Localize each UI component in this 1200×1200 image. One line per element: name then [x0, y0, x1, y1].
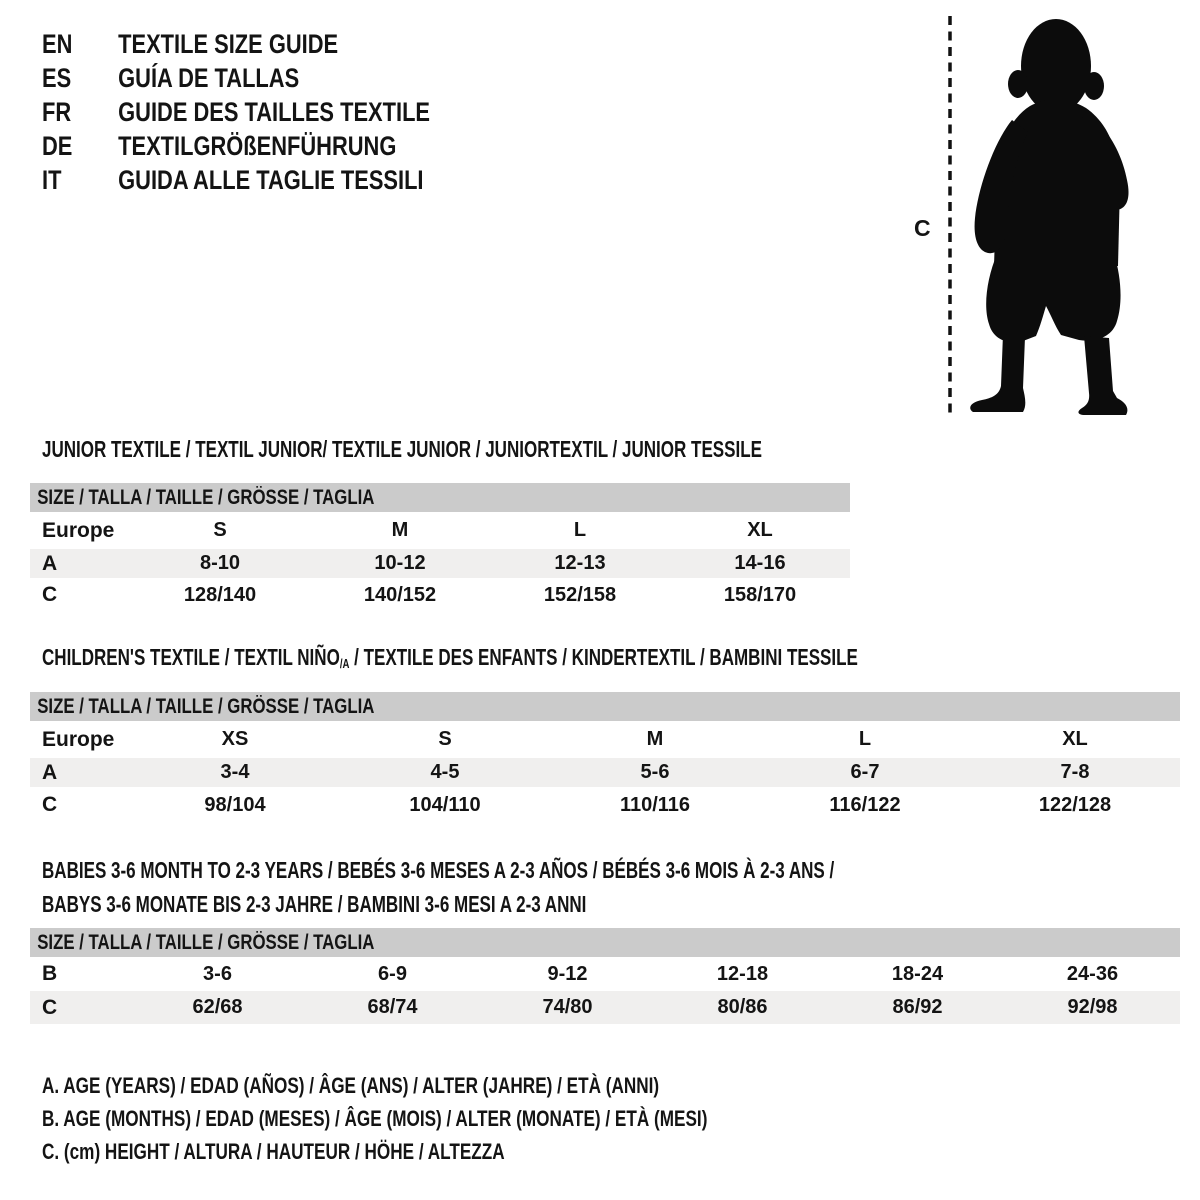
- value-cell: 4-5: [430, 761, 460, 783]
- lang-code: ES: [42, 63, 72, 93]
- value-cell: 24-36: [1066, 962, 1119, 985]
- value-cell: 7-8: [1060, 761, 1090, 783]
- value-cell: 3-6: [203, 962, 232, 985]
- lang-code: EN: [42, 29, 73, 59]
- lang-row-es: [42, 61, 430, 95]
- size-cell: L: [573, 519, 587, 541]
- lang-row-it: [42, 163, 430, 197]
- size-header-bar: [30, 483, 850, 512]
- value-cell: 8-10: [199, 552, 241, 574]
- lang-label: TEXTILE SIZE GUIDE: [118, 29, 339, 59]
- lang-row-fr: [42, 95, 430, 129]
- value-cell: 122/128: [1038, 793, 1112, 816]
- value-cell: 6-7: [850, 761, 880, 783]
- value-cell: 9-12: [547, 962, 588, 985]
- lang-code: DE: [42, 131, 73, 161]
- value-cell: 3-4: [220, 761, 250, 783]
- childrens-table-title: [42, 645, 884, 669]
- lang-label: TEXTILGRÖßENFÜHRUNG: [118, 131, 397, 161]
- size-cell: XL: [747, 519, 773, 541]
- lang-code: FR: [42, 97, 72, 127]
- value-cell: 12-13: [554, 552, 606, 574]
- size-header-text: SIZE / TALLA / TAILLE / GRÖSSE / TAGLIA: [37, 931, 375, 954]
- height-measure-line: [946, 16, 954, 416]
- size-cell: M: [646, 728, 664, 750]
- table-row-europe: [30, 721, 1180, 758]
- value-cell: 80/86: [717, 996, 768, 1018]
- babies-textile-table: [30, 853, 1180, 1024]
- value-cell: 158/170: [723, 583, 797, 606]
- value-cell: 116/122: [829, 793, 901, 816]
- lang-label: GUIDE DES TAILLES TEXTILE: [118, 97, 431, 127]
- title-text: BABIES 3-6 MONTH TO 2-3 YEARS / BEBÉS 3-6 MESES A 2-3 AÑOS / BÉBÉS 3-6 MOIS À 2-3 ANS /: [42, 857, 835, 883]
- babies-table-title-line1: [42, 853, 884, 887]
- row-label: C: [42, 793, 58, 816]
- footnote-c: C. (cm) HEIGHT / ALTURA / HAUTEUR / HÖHE / ALTEZZA: [42, 1139, 505, 1164]
- value-cell: 6-9: [378, 962, 407, 985]
- row-label: C: [42, 995, 58, 1019]
- baby-silhouette-icon: [966, 14, 1140, 416]
- size-cell: S: [213, 519, 227, 541]
- size-cell: L: [858, 728, 872, 750]
- title-text: JUNIOR TEXTILE / TEXTIL JUNIOR/ TEXTILE JUNIOR / JUNIORTEXTIL / JUNIOR TESSILE: [42, 436, 762, 462]
- value-cell: 140/152: [363, 583, 437, 606]
- table-row-c: [30, 787, 1180, 823]
- lang-row-de: [42, 129, 430, 163]
- value-cell: 5-6: [640, 761, 670, 783]
- value-cell: 74/80: [542, 996, 593, 1018]
- footnote-a: A. AGE (YEARS) / EDAD (AÑOS) / ÂGE (ANS) / ALTER (JAHRE) / ETÀ (ANNI): [42, 1073, 660, 1098]
- value-cell: 104/110: [409, 793, 481, 816]
- row-label: A: [42, 551, 58, 575]
- value-cell: 98/104: [204, 793, 266, 816]
- size-header-bar: [30, 928, 1180, 957]
- value-cell: 62/68: [192, 996, 243, 1018]
- legend-footnotes: [42, 1069, 895, 1168]
- size-cell: M: [391, 519, 409, 541]
- value-cell: 110/116: [619, 793, 691, 816]
- title-subscript: /A: [339, 656, 350, 671]
- row-label: B: [42, 962, 58, 985]
- size-header-text: SIZE / TALLA / TAILLE / GRÖSSE / TAGLIA: [37, 486, 375, 509]
- title-text: BABYS 3-6 MONATE BIS 2-3 JAHRE / BAMBINI 3-6 MESI A 2-3 ANNI: [42, 891, 587, 917]
- value-cell: 68/74: [367, 996, 418, 1018]
- size-cell: XL: [1062, 728, 1088, 750]
- size-cell: S: [438, 728, 452, 750]
- value-cell: 12-18: [716, 962, 769, 985]
- table-row-b: [30, 957, 1180, 991]
- value-cell: 128/140: [183, 583, 257, 606]
- value-cell: 18-24: [891, 962, 944, 985]
- value-cell: 152/158: [543, 583, 617, 606]
- footnote-b: B. AGE (MONTHS) / EDAD (MESES) / ÂGE (MOIS) / ALTER (MONATE) / ETÀ (MESI): [42, 1106, 708, 1131]
- table-row-a: [30, 549, 850, 578]
- size-cell: XS: [221, 728, 249, 750]
- size-header-text: SIZE / TALLA / TAILLE / GRÖSSE / TAGLIA: [37, 695, 375, 718]
- table-row-c: [30, 578, 850, 612]
- row-label: C: [42, 583, 58, 606]
- value-cell: 92/98: [1067, 996, 1118, 1018]
- row-label: A: [42, 760, 58, 784]
- row-label: Europe: [42, 518, 115, 542]
- lang-label: GUIDA ALLE TAGLIE TESSILI: [118, 165, 424, 195]
- lang-code: IT: [42, 165, 62, 195]
- table-row-a: [30, 758, 1180, 787]
- size-header-bar: [30, 692, 1180, 721]
- row-label: Europe: [42, 727, 115, 751]
- lang-label: GUÍA DE TALLAS: [118, 63, 300, 93]
- title-text: / TEXTILE DES ENFANTS / KINDERTEXTIL / BAMBINI TESSILE: [349, 644, 858, 670]
- babies-table-title-line2: [42, 887, 884, 921]
- title-text: CHILDREN'S TEXTILE / TEXTIL NIÑO: [42, 644, 340, 670]
- table-row-c: [30, 991, 1180, 1024]
- childrens-textile-table: [30, 645, 1180, 823]
- height-measure-label: C: [914, 215, 931, 241]
- junior-textile-table: [30, 437, 850, 612]
- lang-row-en: [42, 27, 430, 61]
- value-cell: 10-12: [374, 552, 426, 574]
- table-row-europe: [30, 512, 850, 549]
- value-cell: 14-16: [734, 552, 786, 574]
- junior-table-title: [42, 436, 762, 462]
- language-legend: [42, 27, 521, 197]
- value-cell: 86/92: [892, 996, 943, 1018]
